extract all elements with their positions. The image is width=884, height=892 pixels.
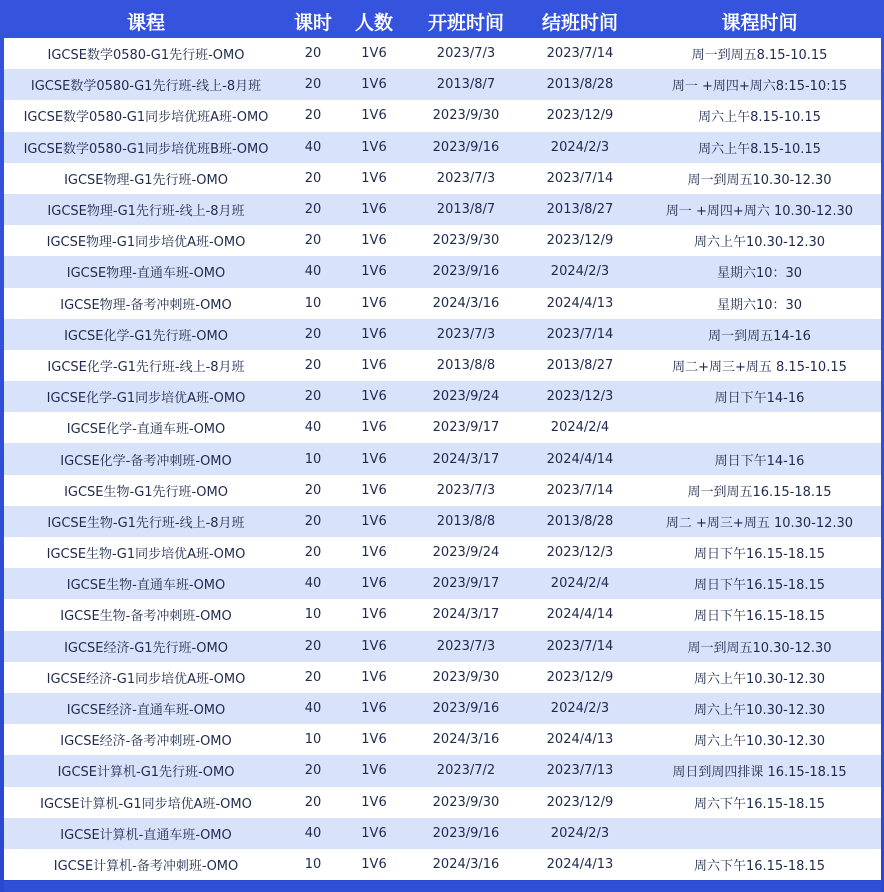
end-date-cell: 2023/7/13: [546, 763, 614, 779]
table-row: [4, 38, 881, 69]
class-size-cell: 1V6: [361, 794, 387, 810]
hours-cell: 20: [304, 233, 322, 249]
course-cell: IGCSE物理-备考冲刺班-OMO: [60, 297, 232, 313]
end-date-cell: 2013/8/27: [546, 357, 614, 373]
course-schedule-table: [4, 4, 881, 880]
class-size-cell: 1V6: [361, 856, 387, 872]
end-date-cell: 2024/4/14: [546, 451, 614, 467]
end-date-cell: 2023/12/9: [546, 669, 614, 685]
start-date-cell: 2024/3/17: [432, 607, 500, 623]
start-date-cell: 2023/9/16: [432, 701, 500, 717]
class-time-cell: 周一 +周四+周六8:15-10:15: [671, 79, 848, 95]
class-size-cell: 1V6: [361, 389, 387, 405]
course-cell: IGCSE生物-G1同步培优A班-OMO: [46, 547, 246, 563]
hours-cell: 10: [304, 295, 322, 311]
hours-cell: 20: [304, 326, 322, 342]
end-date-cell: 2013/8/28: [546, 513, 614, 529]
hours-cell: 20: [304, 77, 322, 93]
table-row: [4, 225, 881, 256]
start-date-cell: 2023/9/17: [432, 420, 500, 436]
end-date-cell: 2024/4/13: [546, 295, 614, 311]
start-date-cell: 2023/7/3: [436, 482, 496, 498]
table-row: [4, 163, 881, 194]
class-time-cell: 周一 +周四+周六 10.30-12.30: [665, 204, 854, 220]
class-size-cell: 1V6: [361, 357, 387, 373]
class-time-cell: 周六上午10.30-12.30: [693, 703, 826, 719]
hours-cell: 20: [304, 389, 322, 405]
table-row: [4, 69, 881, 100]
class-size-cell: 1V6: [361, 482, 387, 498]
end-date-cell: 2024/2/4: [550, 576, 610, 592]
class-size-cell: 1V6: [361, 513, 387, 529]
table-row: [4, 599, 881, 630]
class-time-cell: 周一到周五10.30-12.30: [687, 172, 832, 188]
course-cell: IGCSE物理-G1先行班-OMO: [64, 172, 228, 188]
table-row: [4, 693, 881, 724]
start-date-cell: 2023/9/24: [432, 389, 500, 405]
table-row: [4, 787, 881, 818]
table-row: [4, 256, 881, 287]
course-cell: IGCSE生物-G1先行班-OMO: [64, 484, 228, 500]
class-time-cell: 周六上午10.30-12.30: [693, 671, 826, 687]
table-row: [4, 350, 881, 381]
class-time-cell: 周六下午16.15-18.15: [693, 796, 826, 812]
course-cell: IGCSE化学-备考冲刺班-OMO: [60, 453, 232, 469]
class-time-cell: 周日下午14-16: [714, 391, 805, 407]
class-time-cell: 周一到周五16.15-18.15: [687, 484, 832, 500]
end-date-cell: 2023/12/3: [546, 545, 614, 561]
hours-cell: 40: [304, 139, 322, 155]
class-time-cell: 周一到周五10.30-12.30: [687, 640, 832, 656]
table-row: [4, 818, 881, 849]
bottom-border: [4, 881, 881, 892]
course-cell: IGCSE化学-G1先行班-OMO: [64, 328, 228, 344]
end-date-cell: 2023/12/9: [546, 233, 614, 249]
table-row: [4, 537, 881, 568]
class-size-cell: 1V6: [361, 139, 387, 155]
start-date-cell: 2024/3/16: [432, 732, 500, 748]
table-row: [4, 381, 881, 412]
course-cell: IGCSE计算机-G1同步培优A班-OMO: [40, 796, 252, 812]
end-date-cell: 2024/2/4: [550, 420, 610, 436]
class-size-cell: 1V6: [361, 46, 387, 62]
header-end-date: 结班时间: [541, 11, 618, 34]
class-size-cell: 1V6: [361, 451, 387, 467]
table-row: [4, 100, 881, 131]
end-date-cell: 2024/2/3: [550, 139, 610, 155]
start-date-cell: 2023/9/16: [432, 139, 500, 155]
table-row: [4, 319, 881, 350]
hours-cell: 20: [304, 763, 322, 779]
class-size-cell: 1V6: [361, 669, 387, 685]
table-row: [4, 412, 881, 443]
class-size-cell: 1V6: [361, 202, 387, 218]
hours-cell: 20: [304, 202, 322, 218]
table-body: [4, 38, 881, 880]
course-cell: IGCSE物理-直通车班-OMO: [66, 266, 226, 282]
start-date-cell: 2023/9/30: [432, 108, 500, 124]
class-time-cell: 周日下午14-16: [714, 453, 805, 469]
class-size-cell: 1V6: [361, 763, 387, 779]
start-date-cell: 2013/8/8: [436, 513, 496, 529]
hours-cell: 10: [304, 607, 322, 623]
start-date-cell: 2023/7/3: [436, 46, 496, 62]
table-row: [4, 631, 881, 662]
class-time-cell: 周一到周五14-16: [708, 328, 811, 344]
class-time-cell: 周六下午16.15-18.15: [693, 858, 826, 874]
course-cell: IGCSE计算机-G1先行班-OMO: [57, 765, 235, 781]
end-date-cell: 2024/2/3: [550, 825, 610, 841]
hours-cell: 20: [304, 482, 322, 498]
class-size-cell: 1V6: [361, 825, 387, 841]
start-date-cell: 2024/3/17: [432, 451, 500, 467]
class-time-cell: 周二 +周三+周五 10.30-12.30: [665, 515, 854, 531]
class-size-cell: 1V6: [361, 264, 387, 280]
header-hours: 课时: [293, 11, 332, 34]
end-date-cell: 2024/4/14: [546, 607, 614, 623]
table-row: [4, 662, 881, 693]
hours-cell: 20: [304, 170, 322, 186]
class-size-cell: 1V6: [361, 420, 387, 436]
start-date-cell: 2023/7/3: [436, 170, 496, 186]
class-time-cell: 周日到周四排课 16.15-18.15: [672, 765, 847, 781]
course-cell: IGCSE数学0580-G1先行班-线上-8月班: [30, 79, 262, 95]
end-date-cell: 2013/8/27: [546, 202, 614, 218]
table-row: [4, 475, 881, 506]
end-date-cell: 2023/7/14: [546, 482, 614, 498]
hours-cell: 20: [304, 669, 322, 685]
class-time-cell: 周日下午16.15-18.15: [693, 609, 826, 625]
table-row: [4, 194, 881, 225]
table-row: [4, 755, 881, 786]
end-date-cell: 2023/12/9: [546, 108, 614, 124]
course-cell: IGCSE经济-G1先行班-OMO: [64, 640, 228, 656]
table-row: [4, 568, 881, 599]
hours-cell: 10: [304, 451, 322, 467]
course-cell: IGCSE经济-备考冲刺班-OMO: [60, 734, 232, 750]
course-cell: IGCSE计算机-备考冲刺班-OMO: [53, 858, 239, 874]
class-time-cell: 周日下午16.15-18.15: [693, 547, 826, 563]
start-date-cell: 2013/8/8: [436, 357, 496, 373]
start-date-cell: 2023/9/16: [432, 264, 500, 280]
course-cell: IGCSE化学-直通车班-OMO: [66, 422, 226, 438]
hours-cell: 20: [304, 357, 322, 373]
end-date-cell: 2023/7/14: [546, 46, 614, 62]
start-date-cell: 2023/9/30: [432, 669, 500, 685]
table-header: [4, 4, 881, 38]
class-size-cell: 1V6: [361, 77, 387, 93]
end-date-cell: 2013/8/28: [546, 77, 614, 93]
course-cell: IGCSE经济-直通车班-OMO: [66, 703, 226, 719]
class-time-cell: 星期六10：30: [716, 297, 803, 313]
course-cell: IGCSE物理-G1同步培优A班-OMO: [46, 235, 246, 251]
class-time-cell: 周日下午16.15-18.15: [693, 578, 826, 594]
table-row: [4, 724, 881, 755]
class-size-cell: 1V6: [361, 108, 387, 124]
start-date-cell: 2023/9/24: [432, 545, 500, 561]
table-row: [4, 443, 881, 474]
header-class-size: 人数: [354, 11, 393, 34]
end-date-cell: 2023/7/14: [546, 638, 614, 654]
end-date-cell: 2024/4/13: [546, 732, 614, 748]
class-size-cell: 1V6: [361, 638, 387, 654]
header-start-date: 开班时间: [427, 11, 504, 34]
class-time-cell: 周六上午10.30-12.30: [693, 734, 826, 750]
start-date-cell: 2023/9/17: [432, 576, 500, 592]
hours-cell: 10: [304, 856, 322, 872]
course-cell: IGCSE计算机-直通车班-OMO: [60, 827, 232, 843]
end-date-cell: 2024/2/3: [550, 264, 610, 280]
course-cell: IGCSE化学-G1先行班-线上-8月班: [47, 359, 245, 375]
start-date-cell: 2013/8/7: [436, 77, 496, 93]
class-size-cell: 1V6: [361, 326, 387, 342]
start-date-cell: 2024/3/16: [432, 295, 500, 311]
end-date-cell: 2023/12/9: [546, 794, 614, 810]
table-row: [4, 506, 881, 537]
hours-cell: 40: [304, 576, 322, 592]
class-time-cell: 周一到周五8.15-10.15: [691, 48, 828, 64]
class-size-cell: 1V6: [361, 233, 387, 249]
course-cell: IGCSE化学-G1同步培优A班-OMO: [46, 391, 246, 407]
class-size-cell: 1V6: [361, 607, 387, 623]
class-size-cell: 1V6: [361, 732, 387, 748]
end-date-cell: 2024/2/3: [550, 701, 610, 717]
course-cell: IGCSE数学0580-G1同步培优班B班-OMO: [23, 141, 269, 157]
start-date-cell: 2024/3/16: [432, 856, 500, 872]
hours-cell: 40: [304, 701, 322, 717]
class-time-cell: 周六上午8.15-10.15: [698, 141, 821, 157]
class-time-cell: 周六上午10.30-12.30: [693, 235, 826, 251]
hours-cell: 20: [304, 513, 322, 529]
course-cell: IGCSE生物-G1先行班-线上-8月班: [47, 515, 245, 531]
class-size-cell: 1V6: [361, 701, 387, 717]
end-date-cell: 2023/7/14: [546, 170, 614, 186]
table-row: [4, 132, 881, 163]
end-date-cell: 2023/7/14: [546, 326, 614, 342]
class-size-cell: 1V6: [361, 545, 387, 561]
hours-cell: 20: [304, 638, 322, 654]
hours-cell: 20: [304, 794, 322, 810]
start-date-cell: 2023/7/2: [436, 763, 496, 779]
table-row: [4, 288, 881, 319]
hours-cell: 10: [304, 732, 322, 748]
start-date-cell: 2023/7/3: [436, 638, 496, 654]
header-class-time: 课程时间: [721, 11, 798, 34]
class-time-cell: 星期六10：30: [716, 266, 803, 282]
course-cell: IGCSE生物-直通车班-OMO: [66, 578, 226, 594]
start-date-cell: 2023/9/30: [432, 794, 500, 810]
class-size-cell: 1V6: [361, 170, 387, 186]
hours-cell: 20: [304, 46, 322, 62]
start-date-cell: 2013/8/7: [436, 202, 496, 218]
start-date-cell: 2023/9/16: [432, 825, 500, 841]
header-course: 课程: [126, 11, 165, 34]
course-cell: IGCSE数学0580-G1先行班-OMO: [47, 48, 245, 64]
course-cell: IGCSE数学0580-G1同步培优班A班-OMO: [23, 110, 269, 126]
course-cell: IGCSE经济-G1同步培优A班-OMO: [46, 671, 246, 687]
end-date-cell: 2023/12/3: [546, 389, 614, 405]
course-cell: IGCSE生物-备考冲刺班-OMO: [60, 609, 232, 625]
start-date-cell: 2023/7/3: [436, 326, 496, 342]
course-cell: IGCSE物理-G1先行班-线上-8月班: [47, 204, 245, 220]
hours-cell: 40: [304, 825, 322, 841]
start-date-cell: 2023/9/30: [432, 233, 500, 249]
end-date-cell: 2024/4/13: [546, 856, 614, 872]
hours-cell: 20: [304, 108, 322, 124]
hours-cell: 40: [304, 264, 322, 280]
table-row: [4, 849, 881, 880]
hours-cell: 20: [304, 545, 322, 561]
class-size-cell: 1V6: [361, 295, 387, 311]
hours-cell: 40: [304, 420, 322, 436]
class-time-cell: 周六上午8.15-10.15: [698, 110, 821, 126]
class-size-cell: 1V6: [361, 576, 387, 592]
class-time-cell: 周二+周三+周五 8.15-10.15: [672, 359, 847, 375]
